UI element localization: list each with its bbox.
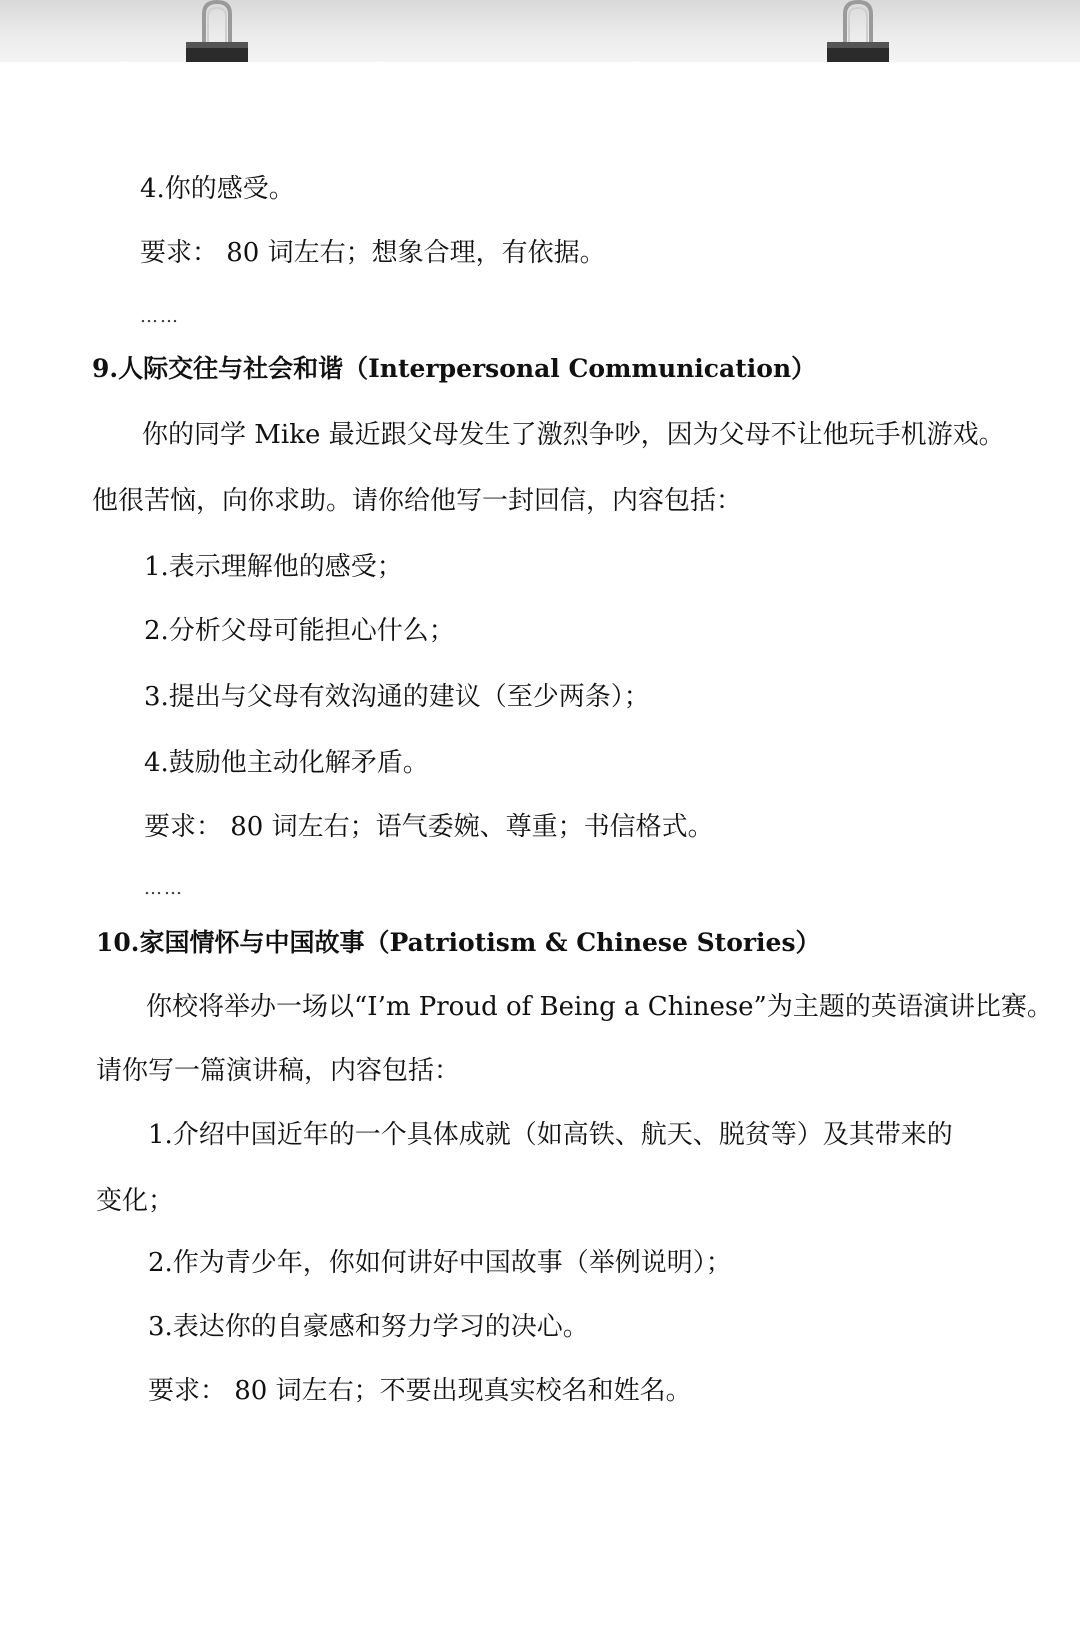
task10-item-3: 3.表达你的自豪感和努力学习的决心。: [148, 1312, 589, 1342]
task8-ellipsis: ……: [140, 306, 180, 327]
task9-item-3: 3.提出与父母有效沟通的建议（至少两条）；: [144, 682, 650, 712]
task10-requirement: 要求： 80 词左右；不要出现真实校名和姓名。: [148, 1376, 692, 1406]
task10-prompt-line-2: 请你写一篇演讲稿，内容包括：: [96, 1056, 461, 1086]
task10-prompt-line-1: 你校将举办一场以“I’m Proud of Being a Chinese”为主题的英语演讲比赛。: [146, 992, 1053, 1022]
task9-requirement: 要求： 80 词左右；语气委婉、尊重；书信格式。: [144, 812, 714, 842]
top-binder-band: [0, 0, 1080, 62]
task10-item-1-line-1: 1.介绍中国近年的一个具体成就（如高铁、航天、脱贫等）及其带来的: [148, 1120, 953, 1150]
task9-item-1: 1.表示理解他的感受；: [144, 552, 403, 582]
task9-ellipsis: ……: [144, 878, 184, 899]
task9-item-2: 2.分析父母可能担心什么；: [144, 616, 455, 646]
task9-heading: 9.人际交往与社会和谐（Interpersonal Communication）: [92, 354, 817, 383]
task8-item-4: 4.你的感受。: [140, 174, 295, 204]
task10-item-2: 2.作为青少年，你如何讲好中国故事（举例说明）；: [148, 1248, 732, 1278]
task9-item-4: 4.鼓励他主动化解矛盾。: [144, 748, 429, 778]
task10-heading: 10.家国情怀与中国故事（Patriotism & Chinese Stories）: [96, 928, 821, 957]
task10-item-1-line-2: 变化；: [96, 1186, 175, 1216]
task9-prompt-line-2: 他很苦恼，向你求助。请你给他写一封回信，内容包括：: [92, 486, 743, 516]
task9-prompt-line-1: 你的同学 Mike 最近跟父母发生了激烈争吵，因为父母不让他玩手机游戏。: [142, 420, 1005, 450]
task8-requirement: 要求： 80 词左右；想象合理，有依据。: [140, 238, 606, 268]
